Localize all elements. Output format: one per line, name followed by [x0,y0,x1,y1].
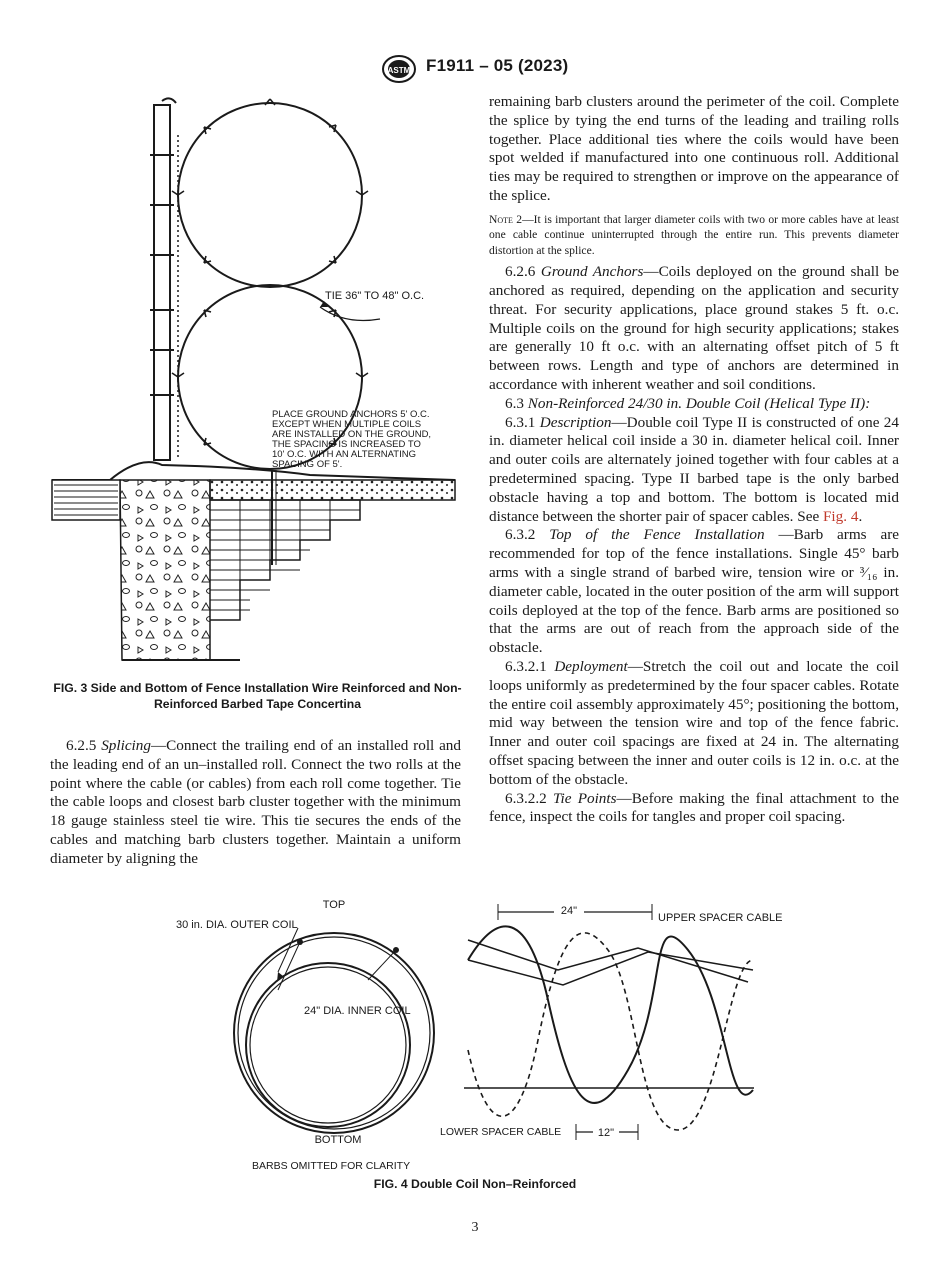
fig4-link[interactable]: Fig. 4 [822,507,859,525]
fig4-upper-cable-label: UPPER SPACER CABLE [658,912,783,924]
paragraph-6-3: 6.3 Non-Reinforced 24/30 in. Double Coil (Helical Type II): [505,394,871,412]
paragraph-6-3-2-2: 6.3.2.2 Tie Points—Before making the final attachment to the fence, inspect the coils for tangles and proper coil spacing. [489,789,899,826]
standard-designation: F1911 – 05 (2023) [426,56,569,75]
fig3-anchor-note-line: SPACING OF 5'. [272,459,343,470]
fig3-anchor-note-line: PLACE GROUND ANCHORS 5' O.C. [272,409,430,420]
fig4-24-dimension: 24" [560,905,578,917]
fig4-inner-coil-label: 24" DIA. INNER COIL [304,1005,411,1017]
page-header [0,52,950,88]
fig3-anchor-note-line: THE SPACING IS INCREASED TO [272,439,421,450]
fig4-double-coil-diagram [168,890,788,1175]
paragraph-6-3-1: 6.3.1 Description—Double coil Type II is constructed of one 24 in. diameter helical coil inside a 30 in. diameter helical coil. Inner and outer coils are alternately joined together with four cables at a predetermined spacing. Type II barbed tape is the only barbed obstacle having a top and bottom. The bottom is located mid distance between the shorter pair of spacer cables. See Fig. 4. [489,413,899,525]
fig3-anchor-note-line: ARE INSTALLED ON THE GROUND, [272,429,432,440]
fig4-lower-cable-label: LOWER SPACER CABLE [440,1126,562,1138]
note-2: Note 2—It is important that larger diameter coils with two or more cables have at least one cable continue uninterrupted through the entire run. This prevents diameter distortion at the splice. [489,212,900,257]
fig4-caption: FIG. 4 Double Coil Non–Reinforced [373,1177,577,1191]
right-column [489,93,899,827]
fig4-bottom-label: BOTTOM [314,1134,362,1146]
svg-text:ASTM: ASTM [387,66,411,75]
fig4-12-dimension: 12" [597,1127,615,1139]
fig3-fence-diagram [50,95,465,675]
paragraph-6-2-6: 6.2.6 Ground Anchors—Coils deployed on the ground shall be anchored as required, depending on the application and security threat. For security applications, place ground stakes 5 ft. o.c. Multiple coils on the ground for high security applications; stakes are generally 10 ft o.c. with an alternating offset pitch of 5 ft between rows. Length and type of anchors are determined in accordance with inherent weather and soil conditions. [489,263,900,394]
paragraph-6-3-2-1: 6.3.2.1 Deployment—Stretch the coil out and locate the coil loops uniformly as predetermined by the four spacer cables. Rotate the entire coil assembly approximately 45°; positioning the bottom, mid way between the tension wire and top of the fence fabric. Inner and outer coil spacings are fixed at 24 in. The alternating offset spacing between the inner and outer coils is 12 in. o.c. at the bottom of the obstacle. [489,658,899,788]
fig4-barbs-note: BARBS OMITTED FOR CLARITY [252,1160,411,1172]
paragraph-6-2-5: 6.2.5 Splicing—Connect the trailing end of an installed roll and the leading end of an un–installed roll. Connect the two rolls at the point where the cable (or cables) from each roll come together. Tie the cable loops and closest barb cluster together with the minimum 18 gauge stainless steel tie wire. This tie secures the ends of the cables and matching barb clusters together. Maintain a uniform diameter by aligning the [50,737,461,867]
astm-logo-icon [381,54,417,84]
left-column [50,737,461,869]
fig3-caption: FIG. 3 Side and Bottom of Fence Installation Wire Reinforced and Non-Reinforced Barbed Tape Concertina [53,681,462,711]
paragraph-6-3-2: 6.3.2 Top of the Fence Installation —Barb arms are recommended for top of the fence installations. Single 45° barb arms with a single strand of barbed wire, tension wire or ³⁄₁₆ in. diameter cable, located in the outer position of the arm will support coils deployed at the top of the fence. Barb arms are positioned so that the arms are out of reach from the approach side of the obstacle. [489,526,899,657]
fig4-outer-coil-label: 30 in. DIA. OUTER COIL [176,919,298,931]
paragraph-continued: remaining barb clusters around the perimeter of the coil. Complete the splice by tying the end turns of the leading and trailing rolls together. Place additional ties where the coils would have been spot welded if manufactured into one continuous roll. Additional ties may be required to strengthen or improve on the appearance of the splice. [489,93,899,204]
page-number: 3 [471,1220,479,1235]
fig3-tie-label: TIE 36" TO 48" O.C. [325,290,425,302]
fig3-anchor-note-line: 10' O.C. WITH AN ALTERNATING [272,449,416,460]
fig4-top-label: TOP [322,899,346,911]
fig3-anchor-note-line: EXCEPT WHEN MULTIPLE COILS [272,419,422,430]
